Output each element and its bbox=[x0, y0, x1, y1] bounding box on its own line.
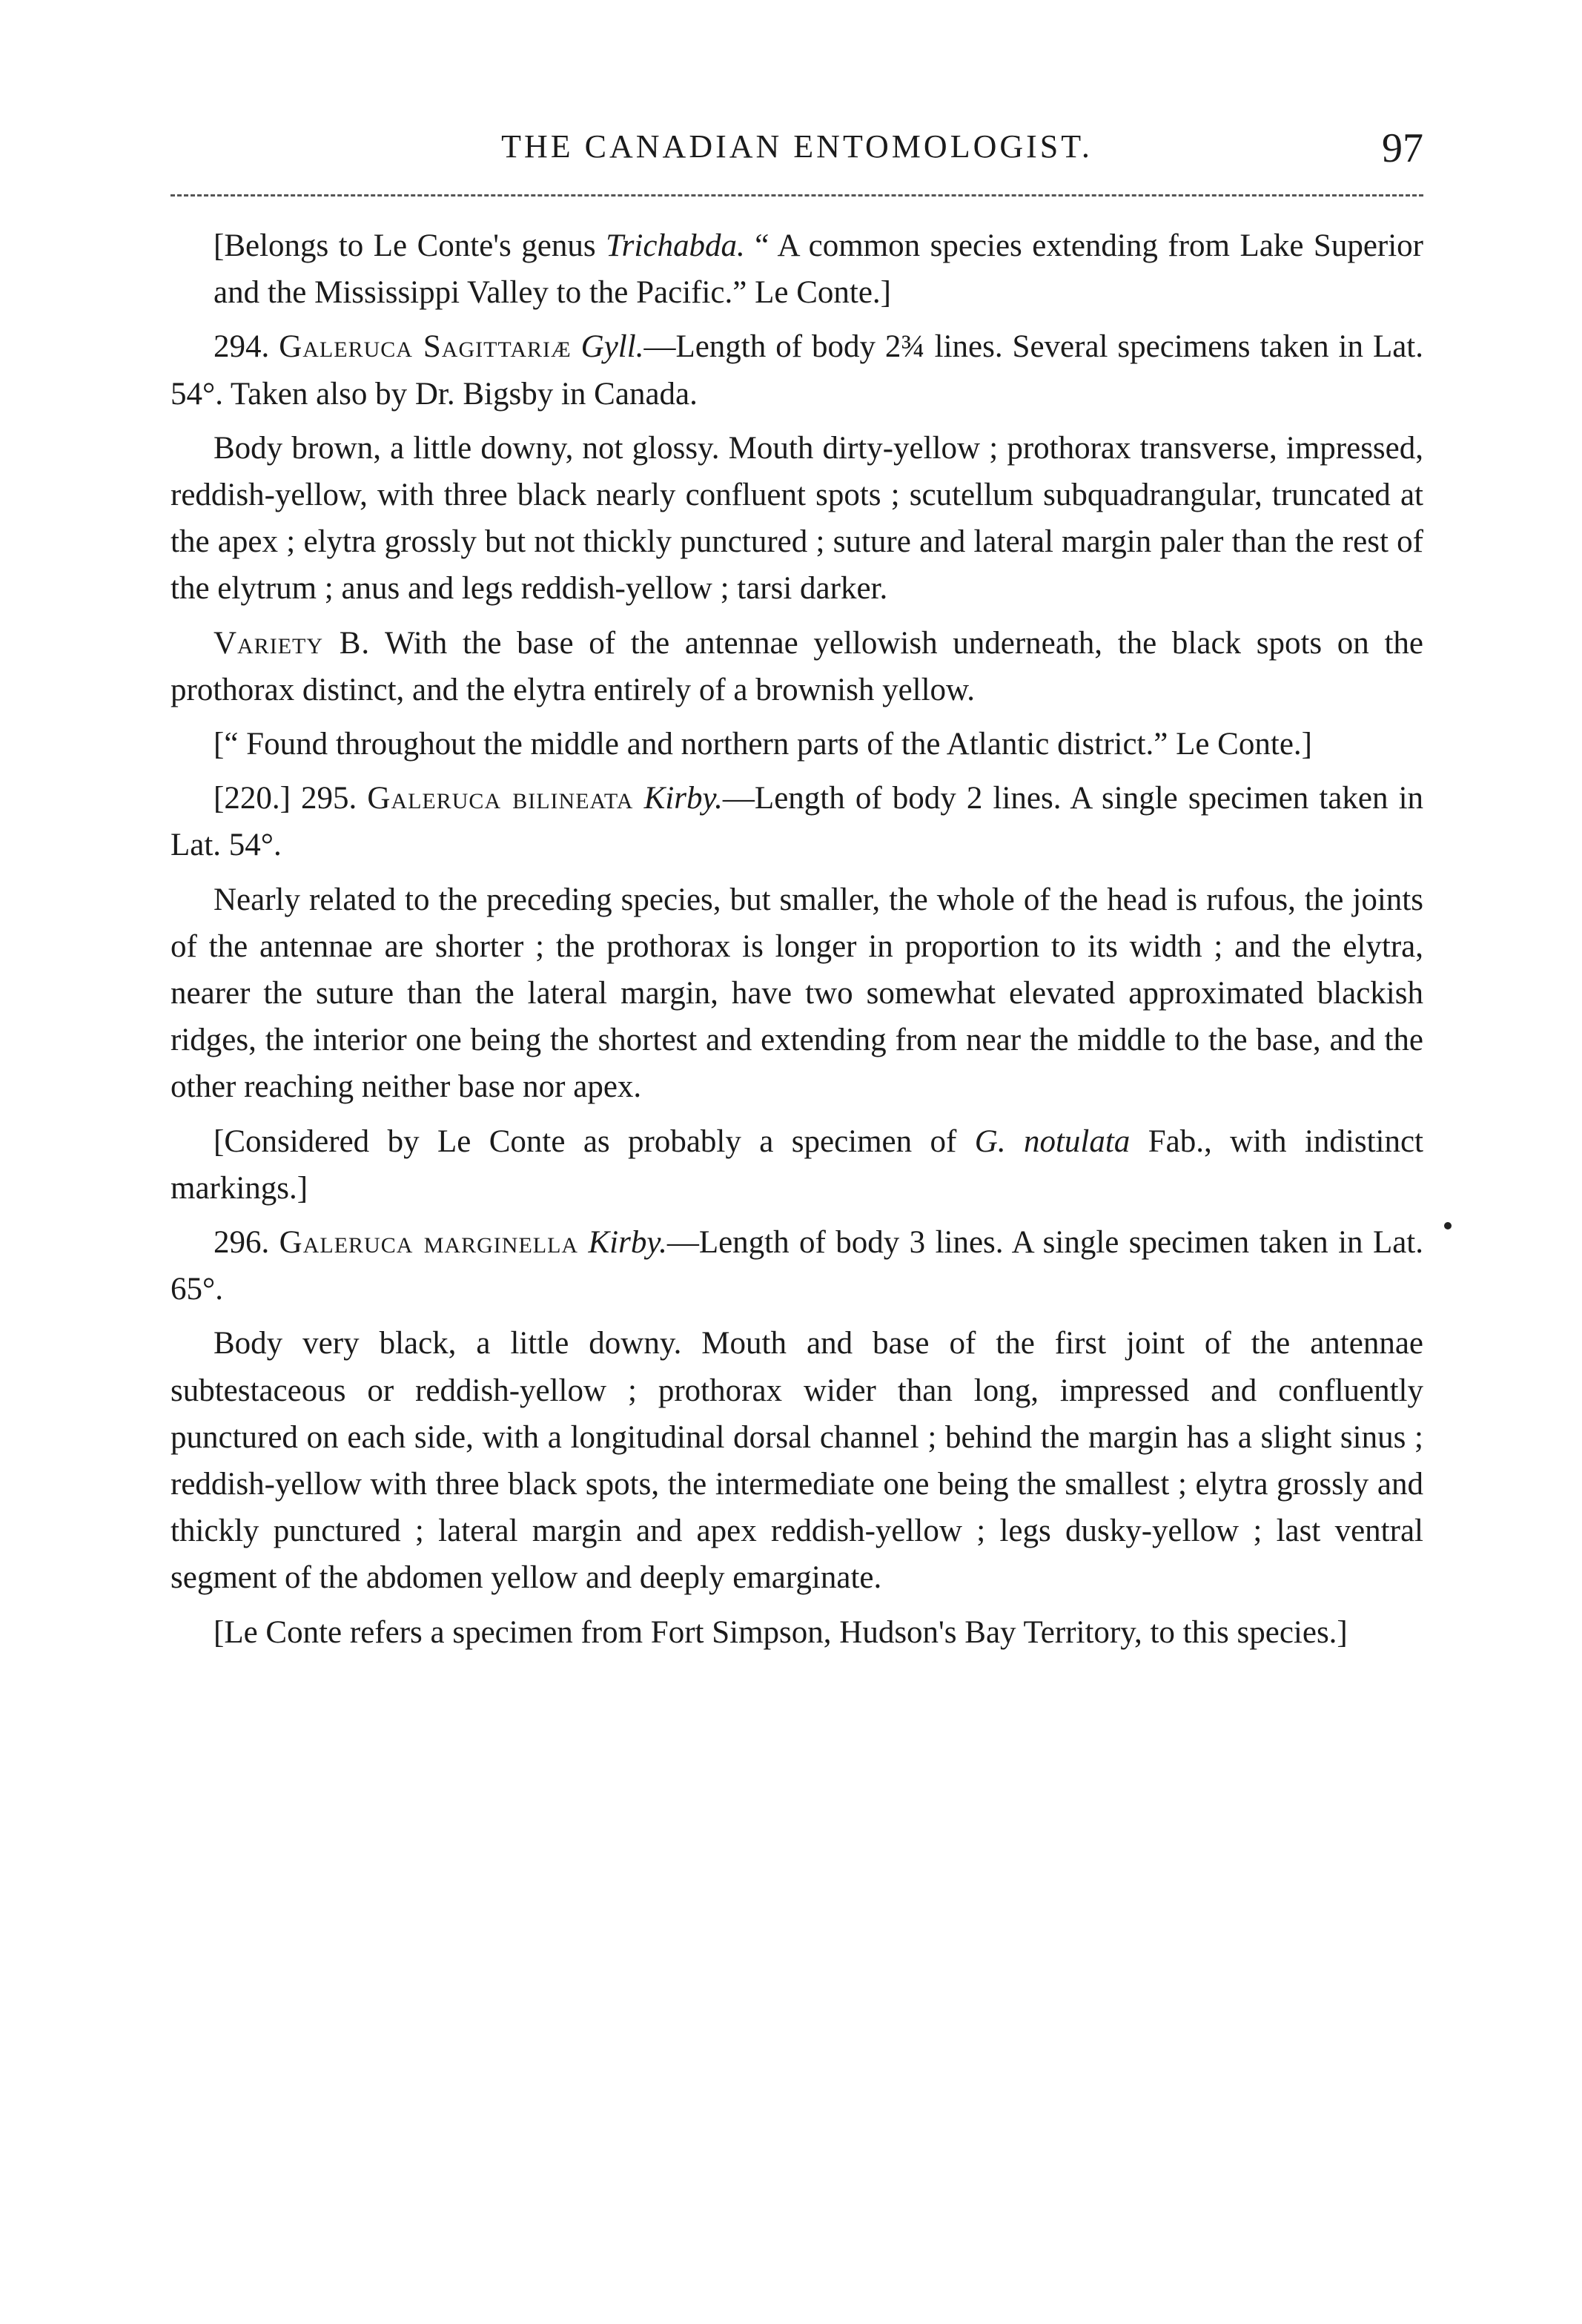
species-name: Galeruca Sagittariæ bbox=[279, 329, 572, 365]
ink-speck bbox=[1444, 1222, 1452, 1229]
page-number: 97 bbox=[1382, 125, 1423, 171]
paragraph-trichabda-note bbox=[171, 222, 1423, 316]
le-conte-note-294: [“ Found throughout the middle and northern parts of the Atlantic district.” Le Conte.] bbox=[214, 727, 1312, 762]
le-conte-note-296: [Le Conte refers a specimen from Fort Simpson, Hudson's Bay Territory, to this species.] bbox=[214, 1614, 1348, 1650]
species-description-295: Nearly related to the preceding species, but smaller, the whole of the head is rufous, the joints of the antennae are shorter ; the prothorax is longer in proportion to its width ; and the elytra, nearer the suture than the lateral margin, have two somewhat elevated approximated blackish ridges, the interior one being the shortest and extending from near the middle to the base, and the other reaching neither base nor apex. bbox=[171, 882, 1423, 1105]
note-lead: [Considered by Le Conte as probably a specimen of bbox=[214, 1123, 975, 1159]
species-description-296: Body very black, a little downy. Mouth and base of the first joint of the antennae subtestaceous or reddish-yellow ; prothorax wider than long, impressed and confluently punctured on each side, with a longitudinal dorsal channel ; behind the margin has a slight sinus ; reddish-yellow with three black spots, the intermediate one being the smallest ; elytra grossly and thickly punctured ; lateral margin and apex reddish-yellow ; legs dusky-yellow ; last ventral segment of the abdomen yellow and deeply emarginate. bbox=[171, 1326, 1423, 1596]
note-lead: [Belongs to Le Conte's genus bbox=[214, 228, 606, 263]
entry-text: —Length of body 2 lines. A single specimen taken in Lat. 54°. bbox=[171, 781, 1424, 863]
species-entry-294 bbox=[171, 323, 1423, 417]
species-name: Galeruca bilineata bbox=[367, 781, 634, 816]
entry-number: 296. bbox=[214, 1225, 270, 1261]
entry-text: —Length of body 3 lines. A single specimen taken in Lat. 65°. bbox=[171, 1225, 1423, 1307]
body-text bbox=[171, 222, 1423, 1656]
species-name: Galeruca marginella bbox=[279, 1225, 579, 1261]
note-tail: Fab., with indistinct markings.] bbox=[171, 1123, 1423, 1206]
variety-label: Variety B. bbox=[214, 625, 371, 661]
species-author: Gyll. bbox=[580, 329, 644, 365]
species-description-294: Body brown, a little downy, not glossy. Mouth dirty-yellow ; prothorax transverse, impressed, reddish-yellow, with three black nearly confluent spots ; scutellum subquadrangular, truncated at the apex ; elytra grossly but not thickly punctured ; suture and lateral margin paler than the rest of the elytrum ; anus and legs reddish-yellow ; tarsi darker. bbox=[171, 430, 1423, 607]
entry-number: 294. bbox=[214, 329, 270, 365]
variety-text: With the base of the antennae yellowish underneath, the black spots on the prothorax distinct, and the elytra entirely of a brownish yellow. bbox=[171, 625, 1424, 707]
running-title: THE CANADIAN ENTOMOLOGIST. bbox=[501, 128, 1093, 165]
note-tail: “ A common species extending from Lake Superior and the Mississippi Valley to the Pacific.” Le Conte.] bbox=[214, 228, 1424, 311]
species-ref: G. notulata bbox=[974, 1123, 1131, 1159]
page-header bbox=[171, 125, 1423, 176]
le-conte-note-295 bbox=[171, 1118, 1423, 1212]
species-entry-295 bbox=[171, 775, 1423, 868]
genus-name: Trichabda. bbox=[606, 228, 745, 263]
entry-text: —Length of body 2¾ lines. Several specimens taken in Lat. 54°. Taken also by Dr. Bigsby in Canada. bbox=[171, 329, 1424, 412]
header-rule bbox=[171, 194, 1423, 197]
variety-b bbox=[171, 620, 1423, 713]
species-author: Kirby. bbox=[588, 1225, 667, 1261]
species-entry-296 bbox=[171, 1219, 1423, 1313]
species-author: Kirby. bbox=[643, 781, 723, 816]
entry-number: [220.] 295. bbox=[214, 781, 357, 816]
